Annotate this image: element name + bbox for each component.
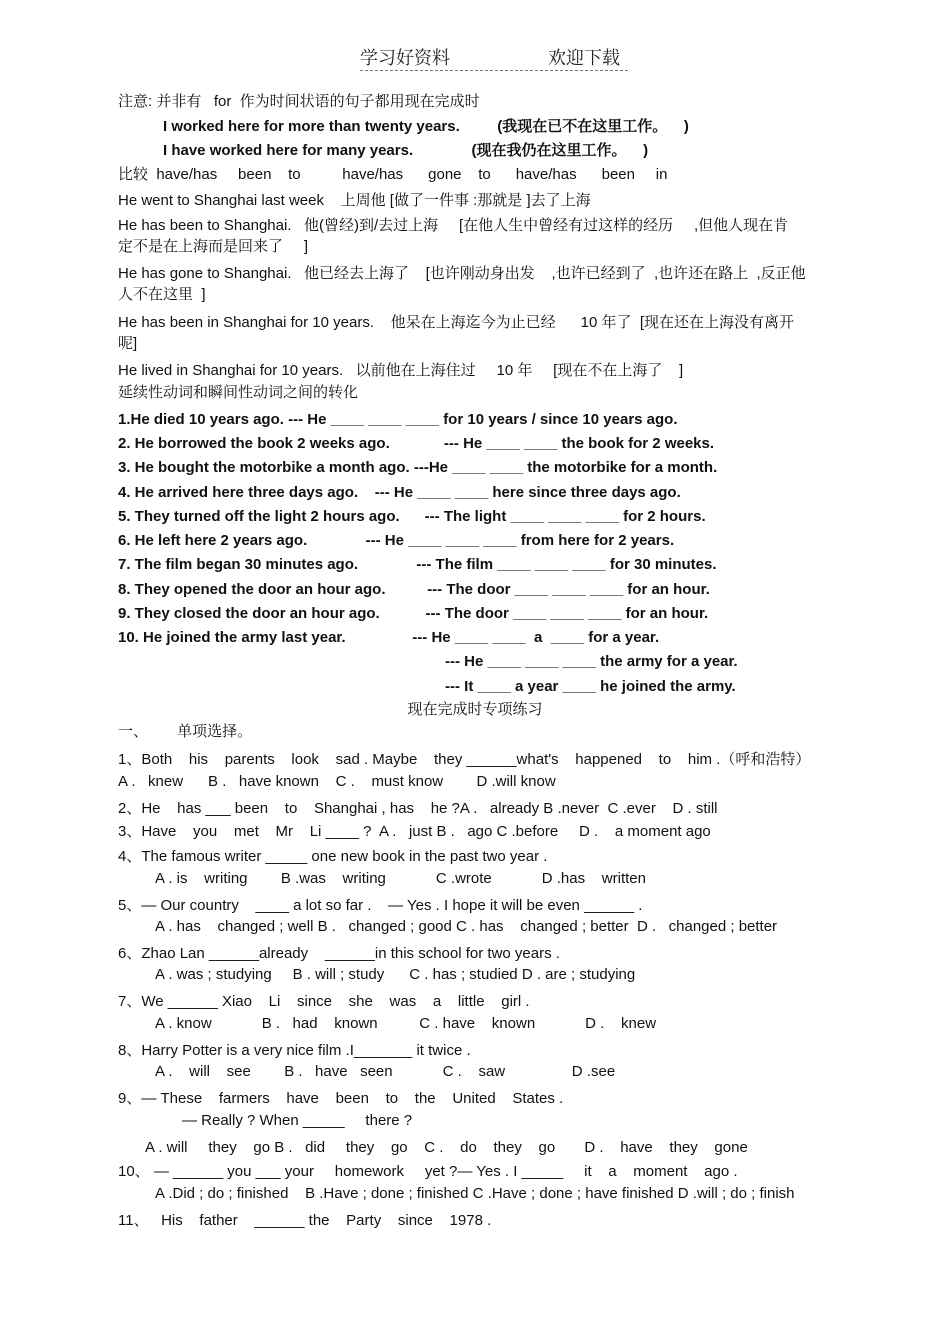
text-line: 3、Have you met Mr Li ____ ? A . just B . ago C .before D . a moment ago bbox=[118, 823, 711, 840]
text-line: 6. He left here 2 years ago. --- He ____ ____ ____ from here for 2 years. bbox=[118, 532, 675, 549]
text-line: 8、Harry Potter is a very nice film .I_______ it twice . bbox=[118, 1042, 471, 1059]
text-line: He has gone to Shanghai. 他已经去上海了 [也许刚动身出发 ,也许已经到了 ,也许还在路上 ,反正他 bbox=[118, 265, 806, 282]
text-line: I have worked here for many years. (现在我仍在这里工作。 ) bbox=[163, 142, 649, 159]
text-line: He lived in Shanghai for 10 years. 以前他在上海住过 10 年 [现在不在上海了 ] bbox=[118, 362, 684, 379]
header-rule bbox=[360, 70, 628, 71]
text-line: 7. The film began 30 minutes ago. --- The film ____ ____ ____ for 30 minutes. bbox=[118, 556, 717, 573]
text-line: 11、 His father ______ the Party since 1978 . bbox=[118, 1212, 492, 1229]
text-line: A . knew B . have known C . must know D .will know bbox=[118, 773, 556, 790]
text-line: A . will they go B . did they go C . do they go D . have they gone bbox=[145, 1139, 748, 1156]
text-line: --- He ____ ____ ____ the army for a year. bbox=[445, 653, 738, 670]
text-line: 人不在这里 ] bbox=[118, 286, 206, 303]
text-line: A . has changed ; well B . changed ; good C . has changed ; better D . changed ; better bbox=[155, 918, 778, 935]
text-line: 10. He joined the army last year. --- He ____ ____ a ____ for a year. bbox=[118, 629, 660, 646]
header-left: 学习好资料 bbox=[360, 48, 450, 69]
text-line: 8. They opened the door an hour ago. --- The door ____ ____ ____ for an hour. bbox=[118, 581, 710, 598]
text-line: 4. He arrived here three days ago. --- He ____ ____ here since three days ago. bbox=[118, 484, 681, 501]
text-line: 4、The famous writer _____ one new book in the past two year . bbox=[118, 848, 548, 865]
text-line: 9、— These farmers have been to the United States . bbox=[118, 1090, 564, 1107]
section-title: 现在完成时专项练习 bbox=[407, 701, 543, 718]
text-line: 1、Both his parents look sad . Maybe they ______what's happened to him .（呼和浩特） bbox=[118, 751, 811, 768]
text-line: 3. He bought the motorbike a month ago. ---He ____ ____ the motorbike for a month. bbox=[118, 459, 718, 476]
text-line: 6、Zhao Lan ______already ______in this school for two years . bbox=[118, 945, 560, 962]
text-line: A . will see B . have seen C . saw D .see bbox=[155, 1063, 616, 1080]
text-line: 1.He died 10 years ago. --- He ____ ____ ____ for 10 years / since 10 years ago. bbox=[118, 411, 678, 428]
text-line: 定不是在上海而是回来了 ] bbox=[118, 238, 309, 255]
text-line: He has been in Shanghai for 10 years. 他呆在上海迄今为止已经 10 年了 [现在还在上海没有离开 bbox=[118, 314, 795, 331]
text-line: 比较 have/has been to have/has gone to have/has been in bbox=[118, 166, 668, 183]
text-line: A .Did ; do ; finished B .Have ; done ; finished C .Have ; done ; have finished D .will ; do ; finish bbox=[155, 1185, 795, 1202]
text-line: He has been to Shanghai. 他(曾经)到/去过上海 [在他人生中曾经有过这样的经历 ,但他人现在肯 bbox=[118, 217, 789, 234]
text-line: 呢] bbox=[118, 335, 138, 352]
text-line: 7、We ______ Xiao Li since she was a little girl . bbox=[118, 993, 530, 1010]
text-line: 一、 单项选择。 bbox=[118, 723, 253, 740]
text-line: — Really ? When _____ there ? bbox=[182, 1112, 413, 1129]
page-header bbox=[0, 44, 950, 76]
text-line: 注意: 并非有 for 作为时间状语的句子都用现在完成时 bbox=[118, 93, 480, 110]
text-line: 10、 — ______ you ___ your homework yet ?— Yes . I _____ it a moment ago . bbox=[118, 1163, 738, 1180]
header-right: 欢迎下载 bbox=[548, 48, 620, 69]
text-line: --- It ____ a year ____ he joined the army. bbox=[445, 678, 736, 695]
text-line: 5、— Our country ____ a lot so far . — Yes . I hope it will be even ______ . bbox=[118, 897, 643, 914]
text-line: A . was ; studying B . will ; study C . has ; studied D . are ; studying bbox=[155, 966, 636, 983]
text-line: 9. They closed the door an hour ago. --- The door ____ ____ ____ for an hour. bbox=[118, 605, 709, 622]
text-line: 5. They turned off the light 2 hours ago. --- The light ____ ____ ____ for 2 hours. bbox=[118, 508, 706, 525]
text-line: 延续性动词和瞬间性动词之间的转化 bbox=[118, 384, 359, 401]
text-line: 2. He borrowed the book 2 weeks ago. --- He ____ ____ the book for 2 weeks. bbox=[118, 435, 715, 452]
text-line: A . know B . had known C . have known D . knew bbox=[155, 1015, 657, 1032]
text-line: A . is writing B .was writing C .wrote D .has written bbox=[155, 870, 646, 887]
text-line: 2、He has ___ been to Shanghai , has he ?A . already B .never C .ever D . still bbox=[118, 800, 718, 817]
text-line: I worked here for more than twenty years. (我现在已不在这里工作。 ) bbox=[163, 118, 689, 135]
text-line: He went to Shanghai last week 上周他 [做了一件事 :那就是 ]去了上海 bbox=[118, 192, 591, 209]
